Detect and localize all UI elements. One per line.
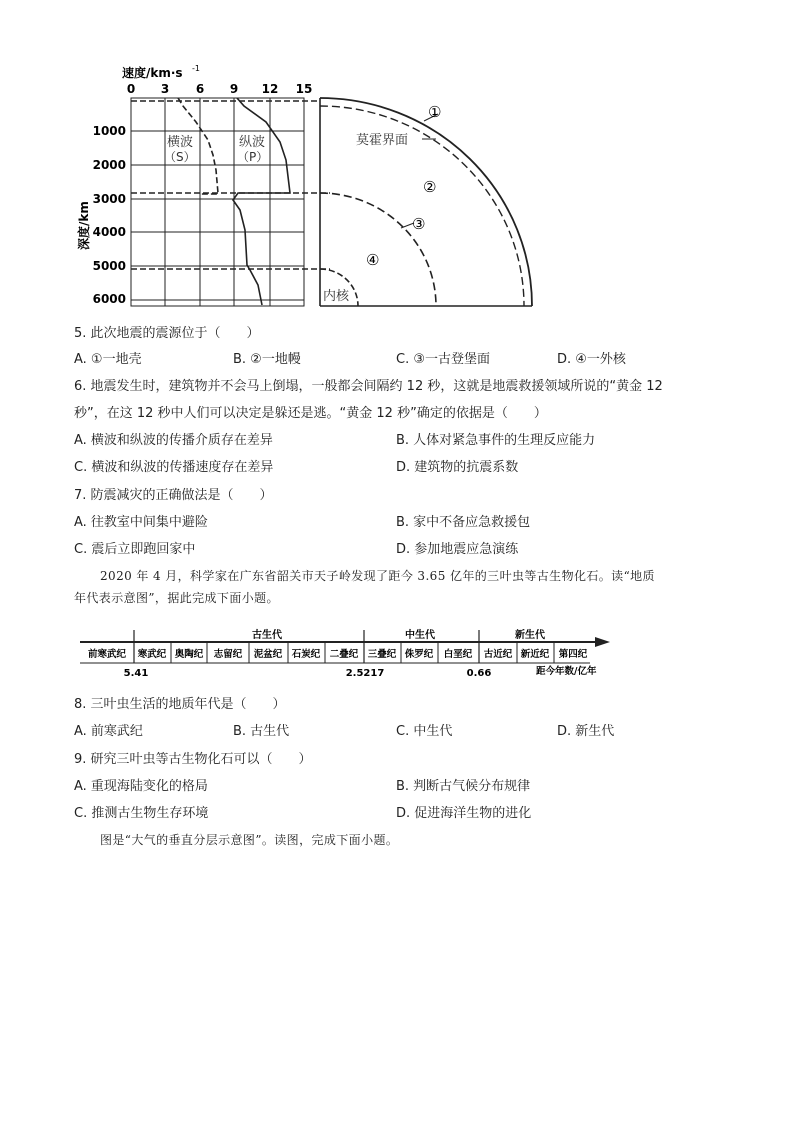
- boundary-lines: [131, 101, 330, 269]
- s-wave-label: 横波: [167, 135, 194, 150]
- question-7-option-d[interactable]: D. 参加地震应急演练: [396, 542, 519, 557]
- passage-text: 2020 年 4 月，科学家在广东省韶关市天子岭发现了距今 3.65 亿年的三叶虫等古生物化石。读“地质: [100, 569, 655, 583]
- question-8-option-d[interactable]: D. 新生代: [557, 724, 615, 739]
- timeline-value: 0.66: [466, 668, 492, 679]
- p-wave-sub: （P）: [237, 150, 269, 164]
- s-wave-sub: （S）: [164, 150, 196, 164]
- layer-label-1: ①: [428, 103, 442, 121]
- era-label-cenozoic: 新生代: [515, 630, 545, 641]
- layer-label-3: ③: [412, 215, 426, 233]
- passage-fossil: [74, 565, 734, 609]
- question-7-option-b[interactable]: B. 家中不备应急救援包: [396, 515, 531, 530]
- passage-text: 图是“大气的垂直分层示意图”。读图，完成下面小题。: [100, 833, 399, 847]
- question-9-option-b[interactable]: B. 判断古气候分布规律: [396, 779, 531, 794]
- period-label: 第四纪: [558, 649, 588, 660]
- timeline-value: 2.5217: [345, 668, 385, 679]
- y-tick: 1000: [92, 124, 126, 138]
- question-6-stem-line-1: 6. 地震发生时，建筑物并不会马上倒塌，一般都会间隔约 12 秒，这就是地震救援领域所说的“黄金 12: [74, 379, 663, 394]
- question-8-option-c[interactable]: C. 中生代: [396, 724, 453, 739]
- y-tick: 3000: [92, 192, 126, 206]
- question-9-stem: 9. 研究三叶虫等古生物化石可以（ ）: [74, 752, 312, 767]
- question-6-option-a[interactable]: A. 横波和纵波的传播介质存在差异: [74, 433, 273, 448]
- period-label: 三叠纪: [367, 649, 397, 660]
- question-6-option-d[interactable]: D. 建筑物的抗震系数: [396, 460, 519, 475]
- period-label: 泥盆纪: [253, 649, 283, 660]
- question-8-option-b[interactable]: B. 古生代: [233, 724, 290, 739]
- seismic-wave-figure: [70, 60, 550, 312]
- y-tick: 5000: [92, 259, 126, 273]
- passage-fossil-line-2: 年代表示意图”，据此完成下面小题。: [74, 591, 279, 605]
- question-6-option-c[interactable]: C. 横波和纵波的传播速度存在差异: [74, 460, 274, 475]
- question-7-stem: 7. 防震减灾的正确做法是（ ）: [74, 488, 273, 503]
- period-label: 白垩纪: [443, 649, 473, 660]
- question-7-option-c[interactable]: C. 震后立即跑回家中: [74, 542, 196, 557]
- passage-fossil-line-1: [74, 565, 734, 587]
- question-6-stem-line-2: 秒”，在这 12 秒中人们可以决定是躲还是逃。“黄金 12 秒”确定的依据是（ ）: [74, 406, 547, 421]
- era-label-mesozoic: 中生代: [405, 630, 435, 641]
- question-5-option-b[interactable]: B. ②一地幔: [233, 352, 301, 367]
- speed-axis-title-sup: -1: [192, 64, 200, 73]
- x-tick: 6: [195, 82, 205, 96]
- question-5-option-c[interactable]: C. ③一古登堡面: [396, 352, 490, 367]
- period-label: 奥陶纪: [174, 649, 204, 660]
- question-9-option-d[interactable]: D. 促进海洋生物的进化: [396, 806, 532, 821]
- x-tick: 9: [229, 82, 239, 96]
- era-label-paleozoic: 古生代: [252, 630, 282, 641]
- question-9-option-a[interactable]: A. 重现海陆变化的格局: [74, 779, 208, 794]
- question-8-stem: 8. 三叶虫生活的地质年代是（ ）: [74, 697, 286, 712]
- question-5-option-d[interactable]: D. ④一外核: [557, 352, 626, 367]
- earth-quadrant: [320, 98, 532, 306]
- depth-axis-label: 深度/km: [77, 201, 91, 250]
- period-label: 二叠纪: [329, 649, 359, 660]
- x-tick: 0: [126, 82, 136, 96]
- period-label: 志留纪: [213, 649, 243, 660]
- geologic-timeline-figure: [80, 626, 620, 682]
- moho-label: 莫霍界面: [356, 133, 409, 148]
- timeline-value: 5.41: [123, 668, 149, 679]
- x-tick: 3: [160, 82, 170, 96]
- period-label: 石炭纪: [291, 649, 321, 660]
- question-7-option-a[interactable]: A. 往教室中间集中避险: [74, 515, 208, 530]
- x-tick: 15: [295, 82, 313, 96]
- period-label: 古近纪: [483, 649, 513, 660]
- passage-atmosphere: [74, 829, 734, 851]
- speed-axis-title: 速度/km·s: [122, 66, 183, 80]
- question-5-option-a[interactable]: A. ①一地壳: [74, 352, 142, 367]
- question-6-option-b[interactable]: B. 人体对紧急事件的生理反应能力: [396, 433, 596, 448]
- p-wave-curve: [233, 98, 290, 305]
- chart-grid: [131, 98, 304, 306]
- y-tick: 6000: [92, 292, 126, 306]
- question-5-stem: 5. 此次地震的震源位于（ ）: [74, 326, 260, 341]
- period-label: 前寒武纪: [87, 649, 127, 660]
- layer-label-4: ④: [366, 251, 380, 269]
- period-label: 新近纪: [520, 649, 550, 660]
- period-label: 寒武纪: [137, 649, 167, 660]
- layer-label-2: ②: [423, 178, 437, 196]
- inner-core-label: 内核: [323, 289, 350, 304]
- y-tick: 2000: [92, 158, 126, 172]
- timeline-axis-label: 距今年数/亿年: [536, 666, 597, 677]
- period-label: 侏罗纪: [404, 649, 434, 660]
- question-8-option-a[interactable]: A. 前寒武纪: [74, 724, 143, 739]
- x-tick: 12: [261, 82, 279, 96]
- y-tick: 4000: [92, 225, 126, 239]
- passage-atmosphere-line-1: [74, 829, 734, 851]
- question-9-option-c[interactable]: C. 推测古生物生存环境: [74, 806, 209, 821]
- p-wave-label: 纵波: [239, 135, 266, 150]
